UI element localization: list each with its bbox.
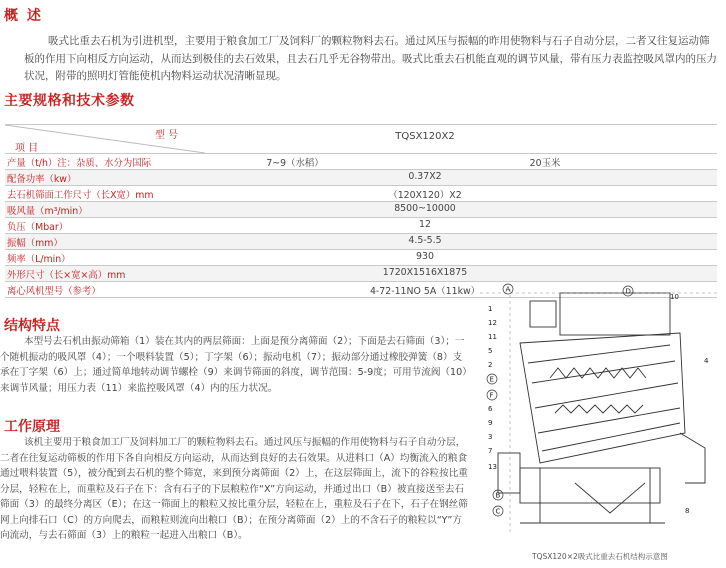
spec-value: 930: [416, 251, 434, 262]
spec-label: 离心风机型号（参考）: [7, 286, 101, 297]
spec-row-airflow: [5, 202, 717, 218]
label-2: 2: [488, 361, 493, 369]
structure-title: 结构特点: [4, 318, 60, 334]
label-10: 10: [670, 293, 679, 301]
header-model-value: TQSX120X2: [395, 131, 455, 142]
t-frame: [575, 483, 645, 513]
label-E: E: [489, 375, 494, 384]
spec-label: 振幅（mm）: [7, 238, 63, 249]
spec-label: 频率（L/min）: [7, 254, 71, 265]
principle-title: 工作原理: [4, 419, 60, 435]
spec-row-pressure: [5, 218, 717, 234]
label-F: F: [489, 391, 494, 400]
principle-text: 该机主要用于粮食加工厂及饲料加工厂的颗粒物料去石。通过风压与振幅的作用使物料与石子自动分层，二者在往复运动筛板的作用下各自向相反方向运动，从而达到良好的去石效果。从进料口（A）均衡流入的粮食通过喂料装置（5），被分配到去石机的整个筛宽，来到预分离筛面（2）上，在这层筛面上，流下的谷粒按比重分层，轻粒在上，而重粒及石子在下：含有石子的下层粮粒作“X”方向运动，并通过出口（B）被直接送至去石筛面（3）的最终分离区（E）；在这一筛面上的粮粒又按比重分层，轻粒在上，重粒及石子在下，石子在钢丝筛网上向排石口（C）的方向爬去，而粮粒则流向出粮口（B）；在预分离筛面（2）上的不含石子的粮粒以“Y”方向流动，与去石筛面（3）上的粮粒一起进入出粮口（B）。: [0, 437, 468, 541]
label-12: 12: [488, 319, 497, 327]
suction-hood-box: [560, 293, 670, 335]
overview-text: 吸式比重去石机为引进机型，主要用于粮食加工厂及饲料厂的颗粒物料去石。通过风压与振幅的昨用使物料与石子自动分层，二者又往复运动筛板的作用下向相反方向运动，从而达到极佳的去石效果，且去石几乎无谷物带出。吸式比重去石机能直观的调节风量，带有压力表监控吸风罩内的压力状况，附带的照明灯管能使机内物料运动状况清晰显现。: [24, 35, 717, 82]
spec-label: 去石机筛面工作尺寸（长X宽）mm: [7, 190, 154, 201]
spec-value: 4-72-11NO 5A（11kw）: [369, 286, 481, 297]
label-8: 8: [685, 507, 690, 515]
spec-row-power: [5, 170, 717, 186]
spec-label: 负压（Mbar）: [7, 222, 69, 233]
spec-value-rice: 7~9（水稻）: [266, 158, 324, 169]
feed-box: [530, 301, 556, 327]
spec-value: 1720X1516X1875: [382, 267, 468, 278]
overview-title: 概 述: [4, 8, 43, 24]
machine-structure-diagram: [480, 283, 720, 541]
spec-row-dimensions: [5, 266, 717, 282]
base-frame: [520, 468, 660, 503]
specs-table: [5, 124, 717, 298]
spec-value: 8500~10000: [394, 203, 456, 214]
label-1: 1: [488, 305, 493, 313]
spec-label: 吸风量（m³/min）: [7, 206, 88, 217]
label-13: 13: [488, 463, 497, 471]
spec-label: 外形尺寸（长×宽×高）mm: [7, 270, 126, 281]
label-9: 9: [488, 419, 493, 427]
label-11: 11: [488, 333, 497, 341]
label-7: 7: [488, 447, 493, 455]
spec-label: 配备功率（kw）: [7, 174, 77, 185]
label-B: B: [495, 491, 501, 500]
header-item-label: 项 目: [15, 143, 39, 154]
spec-row-screen-size: [5, 186, 717, 202]
label-C: C: [495, 507, 501, 516]
label-5: 5: [488, 347, 493, 355]
label-6: 6: [488, 405, 493, 413]
diagram-caption: TQSX120×2吸式比重去石机结构示意图: [532, 552, 668, 561]
spec-value: （120X120）X2: [388, 190, 462, 201]
spec-row-output: [5, 154, 717, 170]
spec-label: 产量（t/h）注：杂质、水分为国际: [7, 158, 152, 169]
specs-title: 主要规格和技术参数: [4, 93, 135, 109]
structure-text: 本型号去石机由振动筛箱（1）装在其内的两层筛面：上面是预分离筛面（2）；下面是去石筛面（3）；一个随机振动的吸风罩（4）；一个喂料装置（5）；丁字架（6）；振动电机（7）；振动部分通过橡胶弹簧（8）支承在丁字架（6）上；通过简单地转动调节螺栓（9）来调节筛面的斜度，调节范围：5-9度；可用节流阀（10）来调节风量；用压力表（11）来监控吸风罩（4）内的压力状况。: [0, 336, 468, 394]
spec-value: 12: [419, 219, 431, 230]
specs-header-row: [5, 124, 717, 154]
header-model-label: 型 号: [155, 130, 179, 141]
motor-box: [498, 453, 520, 493]
spec-value-corn: 20玉米: [529, 158, 561, 169]
spec-row-frequency: [5, 250, 717, 266]
label-D: D: [625, 287, 631, 296]
label-4: 4: [704, 357, 709, 365]
spec-row-amplitude: [5, 234, 717, 250]
spec-value: 4.5-5.5: [408, 235, 442, 246]
screen-box-outline: [520, 333, 685, 463]
label-A: A: [505, 285, 511, 294]
label-3: 3: [488, 433, 493, 441]
spec-value: 0.37X2: [408, 171, 442, 182]
